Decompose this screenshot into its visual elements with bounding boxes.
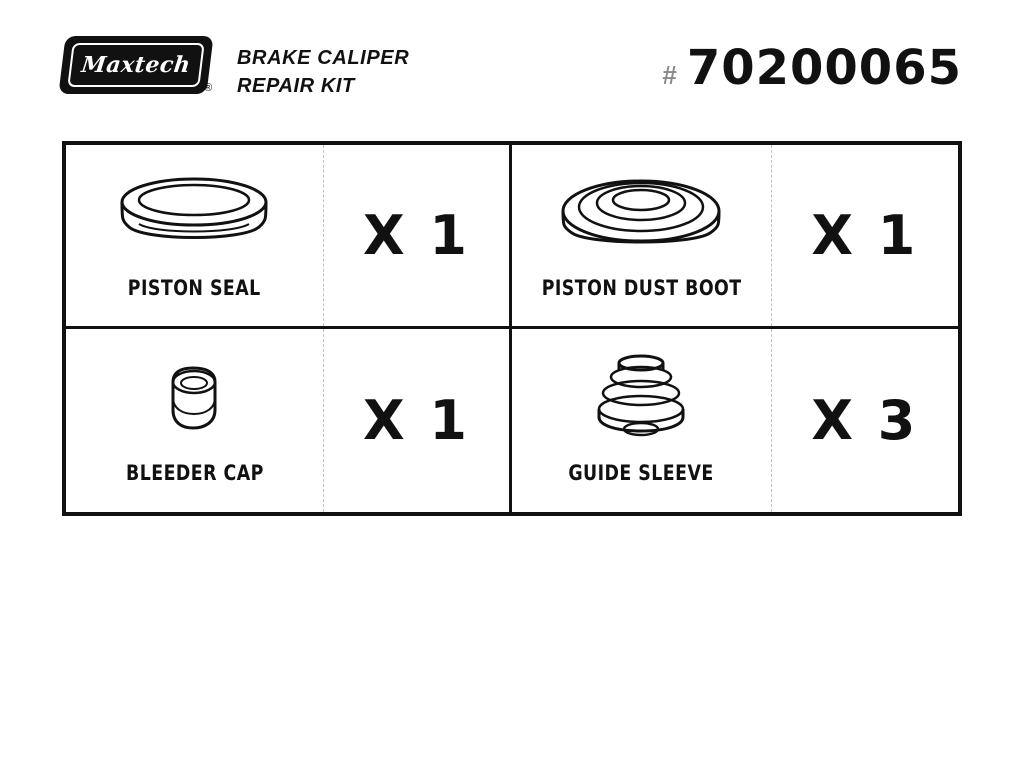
part-number-value: 70200065 bbox=[686, 40, 962, 96]
quantity-cell bbox=[323, 329, 509, 513]
page-title-line-2: REPAIR KIT bbox=[237, 75, 355, 97]
piston-seal-ring-icon bbox=[109, 164, 279, 260]
header bbox=[0, 0, 1024, 120]
item-label: PISTON SEAL bbox=[127, 276, 261, 301]
quantity-value: X 1 bbox=[811, 203, 919, 267]
registered-trademark-icon: ® bbox=[204, 82, 213, 94]
quantity-value: X 1 bbox=[362, 388, 470, 452]
item-cell bbox=[512, 145, 771, 326]
item-cell bbox=[66, 329, 323, 513]
item-cell bbox=[512, 329, 771, 513]
parts-table bbox=[62, 141, 962, 516]
table-row-item-bleeder-cap bbox=[66, 329, 512, 513]
item-label: GUIDE SLEEVE bbox=[568, 461, 715, 486]
quantity-cell bbox=[771, 145, 958, 326]
quantity-cell bbox=[771, 329, 958, 513]
table-row-item-piston-dust-boot bbox=[512, 145, 958, 329]
item-cell bbox=[66, 145, 323, 326]
page-title bbox=[237, 44, 409, 100]
item-label: PISTON DUST BOOT bbox=[541, 276, 742, 301]
guide-sleeve-bellows-icon bbox=[581, 349, 701, 445]
table-row-item-guide-sleeve bbox=[512, 329, 958, 513]
item-label: BLEEDER CAP bbox=[125, 461, 264, 486]
quantity-value: X 3 bbox=[811, 388, 919, 452]
quantity-cell bbox=[323, 145, 509, 326]
brand-logo bbox=[58, 36, 213, 94]
part-number bbox=[662, 40, 962, 96]
table-row-item-piston-seal bbox=[66, 145, 512, 329]
piston-dust-boot-icon bbox=[556, 164, 726, 260]
quantity-value: X 1 bbox=[362, 203, 470, 267]
page-title-line-1: BRAKE CALIPER bbox=[237, 47, 410, 69]
hash-icon: # bbox=[662, 60, 677, 90]
bleeder-cap-icon bbox=[149, 349, 239, 445]
brand-logo-text: Maxtech bbox=[80, 52, 192, 78]
